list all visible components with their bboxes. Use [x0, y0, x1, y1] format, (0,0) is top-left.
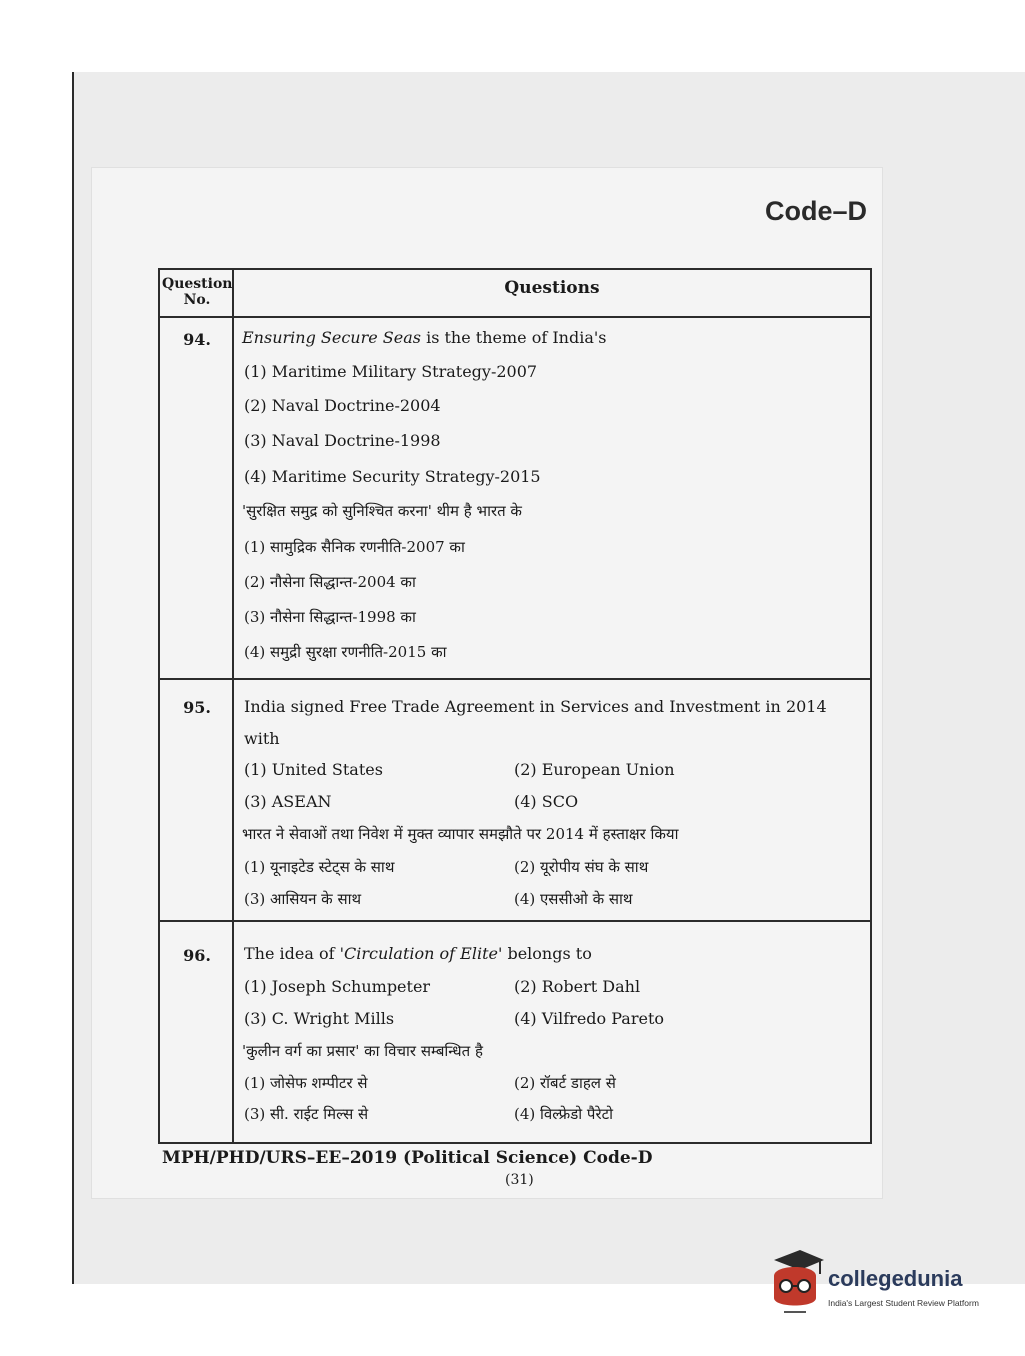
question-96-option-1: (1) Joseph Schumpeter: [244, 977, 431, 996]
question-95-hindi-option-1: (1) यूनाइटेड स्टेट्स के साथ: [244, 858, 395, 876]
footer-paper-code: MPH/PHD/URS–EE–2019 (Political Science) Code-D: [162, 1148, 653, 1168]
question-96-option-2: (2) Robert Dahl: [514, 977, 641, 996]
collegedunia-watermark: [766, 1246, 998, 1336]
question-95-option-4: (4) SCO: [514, 792, 579, 811]
question-94-stem-rest: is the theme of India's: [420, 328, 607, 347]
column-divider: [232, 270, 234, 1142]
column-header-questions: Questions: [504, 278, 600, 298]
question-96-stem-italic: 'Circulation of Elite': [339, 944, 503, 963]
question-96-hindi-option-3: (3) सी. राईट मिल्स से: [244, 1105, 369, 1123]
question-95-hindi-option-3: (3) आसियन के साथ: [244, 890, 362, 908]
question-94-option-3: (3) Naval Doctrine-1998: [244, 431, 441, 450]
question-table: [158, 268, 872, 1144]
paper-code: Code–D: [764, 196, 867, 226]
question-96-hindi-option-4: (4) विल्फ्रेडो पैरेटो: [514, 1105, 614, 1123]
question-94-option-4: (4) Maritime Security Strategy-2015: [244, 467, 541, 486]
question-96-hindi-option-2: (2) रॉबर्ट डाहल से: [514, 1074, 616, 1092]
page-number: (31): [505, 1172, 534, 1188]
question-number-96: 96.: [183, 946, 211, 965]
question-96-option-3: (3) C. Wright Mills: [244, 1009, 395, 1028]
question-96-hindi-option-1: (1) जोसेफ शम्पीटर से: [244, 1074, 368, 1092]
watermark-brand-name: collegedunia: [828, 1266, 963, 1291]
question-96-option-4: (4) Vilfredo Pareto: [514, 1009, 665, 1028]
question-94-option-2: (2) Naval Doctrine-2004: [244, 396, 441, 415]
question-96-stem-pre: The idea of: [244, 944, 340, 963]
question-94-stem-italic: Ensuring Secure Seas: [242, 328, 421, 347]
question-96-hindi-stem: 'कुलीन वर्ग का प्रसार' का विचार सम्बन्धित है: [242, 1042, 483, 1060]
question-94-hindi-option-3: (3) नौसेना सिद्धान्त-1998 का: [244, 608, 416, 626]
question-number-94: 94.: [183, 330, 211, 349]
question-95-option-2: (2) European Union: [514, 760, 675, 779]
question-95-stem-continued: with: [244, 729, 280, 748]
watermark-tagline: India's Largest Student Review Platform: [828, 1298, 979, 1308]
question-94-hindi-stem: 'सुरक्षित समुद्र को सुनिश्चित करना' थीम है भारत के: [242, 502, 522, 520]
question-95-hindi-stem: भारत ने सेवाओं तथा निवेश में मुक्त व्यापार समझौते पर 2014 में हस्ताक्षर किया: [242, 825, 679, 843]
column-header-number: Question No.: [162, 276, 233, 308]
row-divider: [160, 920, 870, 922]
question-96-stem: [244, 944, 592, 963]
question-96-stem-post: belongs to: [502, 944, 592, 963]
question-95-option-1: (1) United States: [244, 760, 383, 779]
question-95-stem: India signed Free Trade Agreement in Services and Investment in 2014: [244, 697, 827, 716]
question-94-hindi-option-4: (4) समुद्री सुरक्षा रणनीति-2015 का: [244, 643, 447, 661]
question-94-option-1: (1) Maritime Military Strategy-2007: [244, 362, 538, 381]
question-95-option-3: (3) ASEAN: [244, 792, 332, 811]
question-number-95: 95.: [183, 698, 211, 717]
question-94-stem: [242, 328, 606, 347]
question-94-hindi-option-1: (1) सामुद्रिक सैनिक रणनीति-2007 का: [244, 538, 465, 556]
question-95-hindi-option-4: (4) एससीओ के साथ: [514, 890, 633, 908]
row-divider: [160, 678, 870, 680]
question-95-hindi-option-2: (2) यूरोपीय संघ के साथ: [514, 858, 649, 876]
mascot-icon: [766, 1246, 826, 1326]
question-94-hindi-option-2: (2) नौसेना सिद्धान्त-2004 का: [244, 573, 416, 591]
header-divider: [160, 316, 870, 318]
